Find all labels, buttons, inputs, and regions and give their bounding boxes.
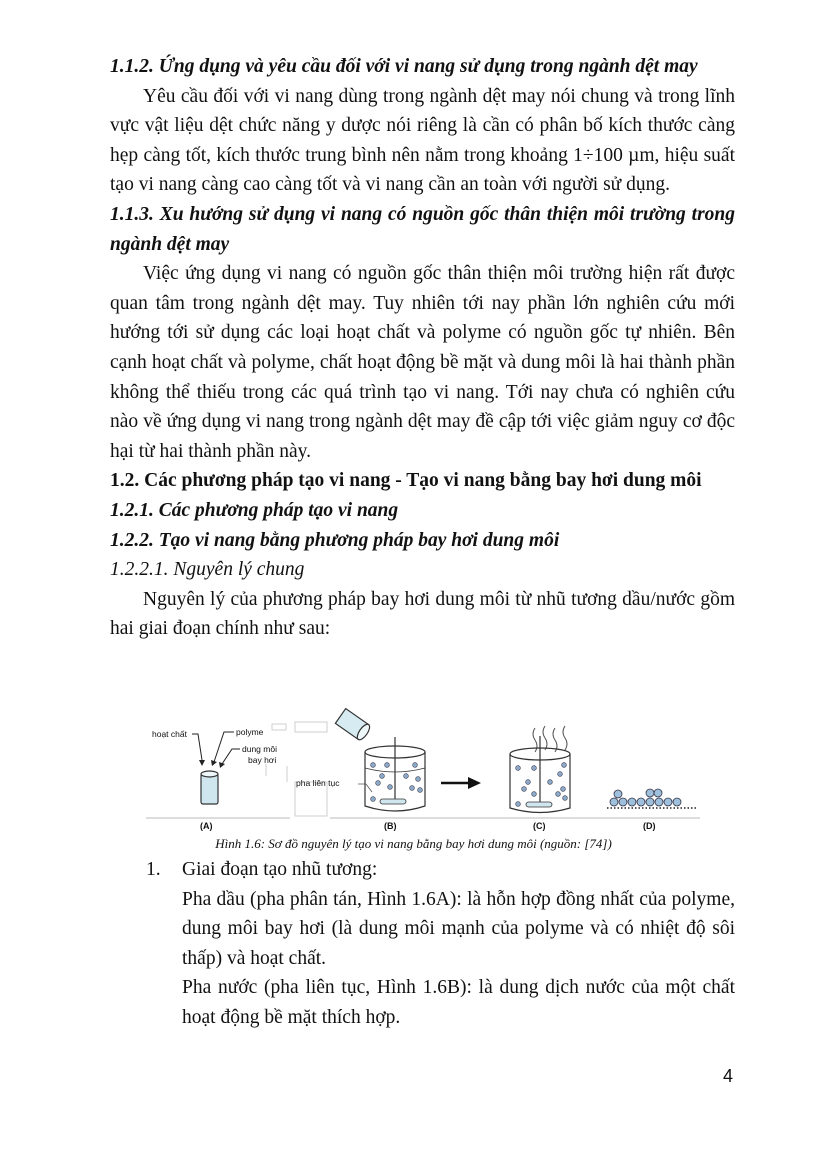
panel-d-microcapsules: [607, 789, 696, 831]
list-item-paragraph-water-phase: Pha nước (pha liên tục, Hình 1.6B): là dung dịch nước của một chất hoạt động bề mặt thích hợp.: [182, 977, 735, 1028]
paragraph-1-1-2: Yêu cầu đối với vi nang dùng trong ngành dệt may nói chung và trong lĩnh vực vật liệu dệt chức năng y dược nói riêng là cần có phân bố kích thước càng hẹp càng tốt, kích thước trung bình nên nằm trong khoảng 1÷100 µm, hiệu suất tạo vi nang càng cao càng tốt và vi nang cần an toàn với người sử dụng.: [110, 85, 735, 196]
frame-artifacts: [266, 722, 327, 816]
panel-label-d: (D): [643, 821, 656, 831]
label-dung-moi: dung môi: [242, 744, 277, 754]
heading-1-2-2-1: 1.2.2.1. Nguyên lý chung: [110, 559, 305, 581]
panel-label-c: (C): [533, 821, 546, 831]
label-polyme: polyme: [236, 727, 264, 737]
list-item-paragraph-oil-phase: Pha dầu (pha phân tán, Hình 1.6A): là hỗn hợp đồng nhất của polyme, dung môi bay hơi (là dung môi mạnh của polyme và có nhiệt độ sôi thấp) và hoạt chất.: [182, 888, 735, 969]
heading-1-1-3: 1.1.3. Xu hướng sử dụng vi nang có nguồn gốc thân thiện môi trường trong ngành dệt may: [110, 203, 735, 255]
heading-1-1-2: 1.1.2. Ứng dụng và yêu cầu đối với vi nang sử dụng trong ngành dệt may: [110, 56, 698, 77]
panel-b-beaker: [296, 709, 425, 831]
numbered-list: [146, 855, 735, 1033]
figure-caption: Hình 1.6: Sơ đồ nguyên lý tạo vi nang bằng bay hơi dung môi (nguồn: [74]): [215, 836, 612, 851]
heading-1-2-2: 1.2.2. Tạo vi nang bằng phương pháp bay hơi dung môi: [110, 529, 560, 551]
process-arrow-icon: [441, 777, 481, 789]
panel-label-a: (A): [200, 821, 213, 831]
page-number: 4: [723, 1066, 734, 1086]
heading-1-2-1: 1.2.1. Các phương pháp tạo vi nang: [110, 499, 399, 521]
panel-a-vial: [152, 727, 277, 831]
list-item: [146, 855, 735, 1033]
heading-1-2: 1.2. Các phương pháp tạo vi nang - Tạo vi nang bằng bay hơi dung môi: [110, 470, 702, 492]
list-item-number: 1.: [146, 859, 161, 880]
panel-c-evaporation: [510, 726, 570, 831]
figure-solvent-evaporation-diagram: [140, 704, 705, 834]
label-bay-hoi: bay hơi: [248, 755, 277, 765]
panel-label-b: (B): [384, 821, 397, 831]
paragraph-1-2-2-1: Nguyên lý của phương pháp bay hơi dung môi từ nhũ tương dầu/nước gồm hai giai đoạn chính như sau:: [110, 588, 735, 640]
document-page: [110, 52, 735, 644]
list-item-title: Giai đoạn tạo nhũ tương:: [182, 859, 378, 880]
label-hoat-chat: hoạt chất: [152, 729, 187, 739]
paragraph-1-1-3: Việc ứng dụng vi nang có nguồn gốc thân thiện môi trường hiện rất được quan tâm trong ngành dệt may. Tuy nhiên tới nay phần lớn nghiên cứu mới hướng tới sử dụng các loại hoạt chất và polyme có nguồn gốc tự nhiên. Bên cạnh hoạt chất và polyme, chất hoạt động bề mặt và dung môi là hai thành phần không thể thiếu trong các quá trình tạo vi nang. Tới nay chưa có nghiên cứu nào về ứng dụng vi nang trong ngành dệt may đề cập tới việc giảm nguy cơ độc hại từ hai thành phần này.: [110, 263, 735, 462]
label-pha-lien-tuc: pha liên tục: [296, 778, 340, 788]
